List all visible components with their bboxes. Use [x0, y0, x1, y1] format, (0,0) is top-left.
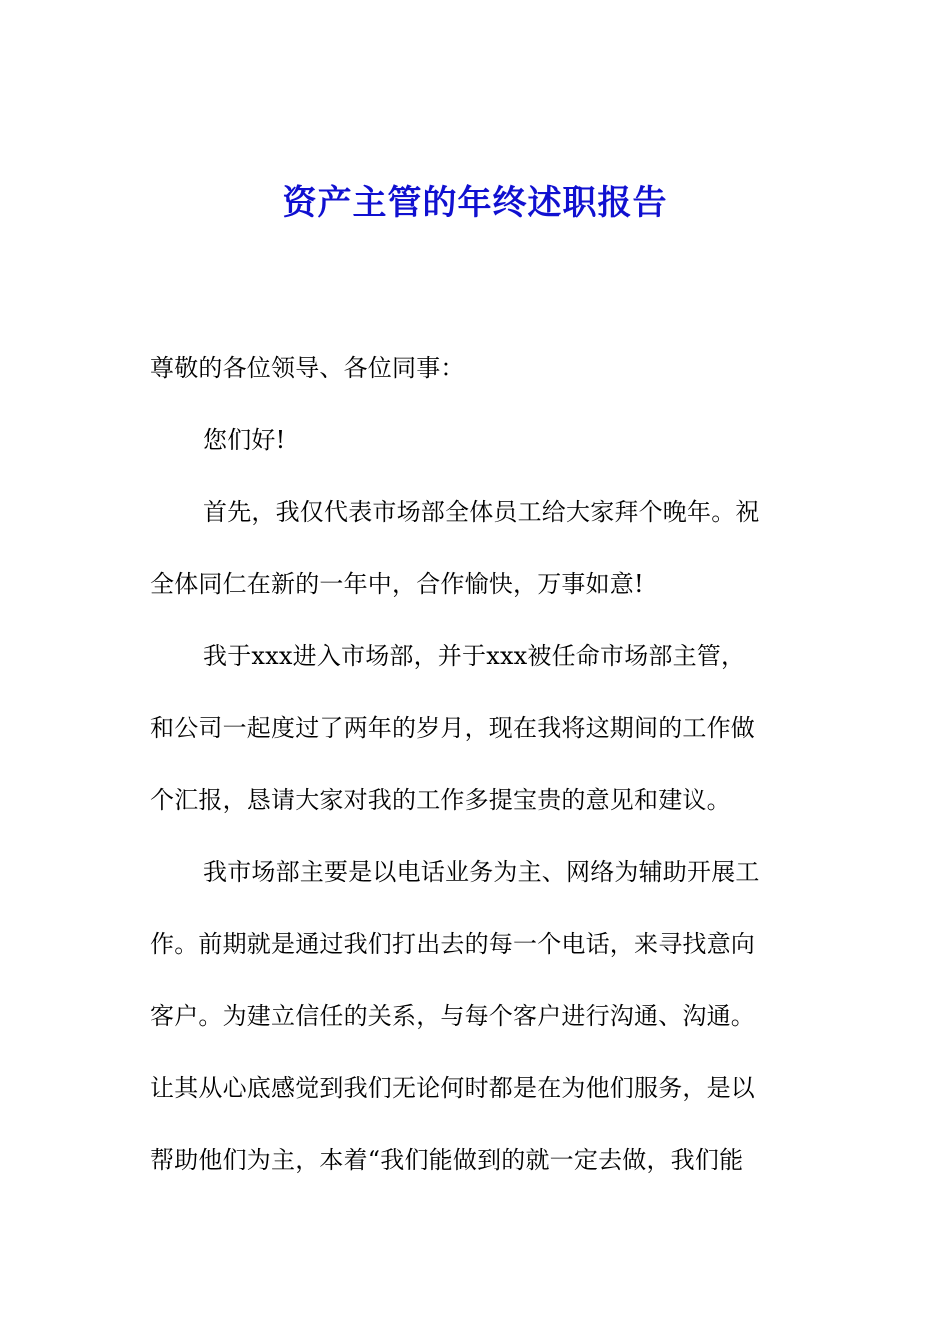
body-line: 作。前期就是通过我们打出去的每一个电话，来寻找意向 — [150, 930, 755, 958]
body-line: 尊敬的各位领导、各位同事： — [150, 354, 465, 382]
body-line: 全体同仁在新的一年中，合作愉快，万事如意! — [150, 570, 644, 598]
body-line: 首先，我仅代表市场部全体员工给大家拜个晚年。祝 — [203, 498, 760, 526]
body-line: 和公司一起度过了两年的岁月，现在我将这期间的工作做 — [150, 714, 755, 742]
body-line: 我于xxx进入市场部，并于xxx被任命市场部主管， — [203, 642, 746, 670]
body-line: 我市场部主要是以电话业务为主、网络为辅助开展工 — [203, 858, 760, 886]
document-title: 资产主管的年终述职报告 — [282, 183, 668, 223]
body-line: 帮助他们为主，本着“我们能做到的就一定去做，我们能 — [150, 1146, 744, 1174]
document-body — [150, 332, 790, 1196]
body-line: 让其从心底感觉到我们无论何时都是在为他们服务，是以 — [150, 1074, 755, 1102]
body-line: 您们好! — [203, 426, 286, 454]
body-line: 客户。为建立信任的关系，与每个客户进行沟通、沟通。 — [150, 1002, 755, 1030]
body-line: 个汇报，恳请大家对我的工作多提宝贵的意见和建议。 — [150, 786, 731, 814]
